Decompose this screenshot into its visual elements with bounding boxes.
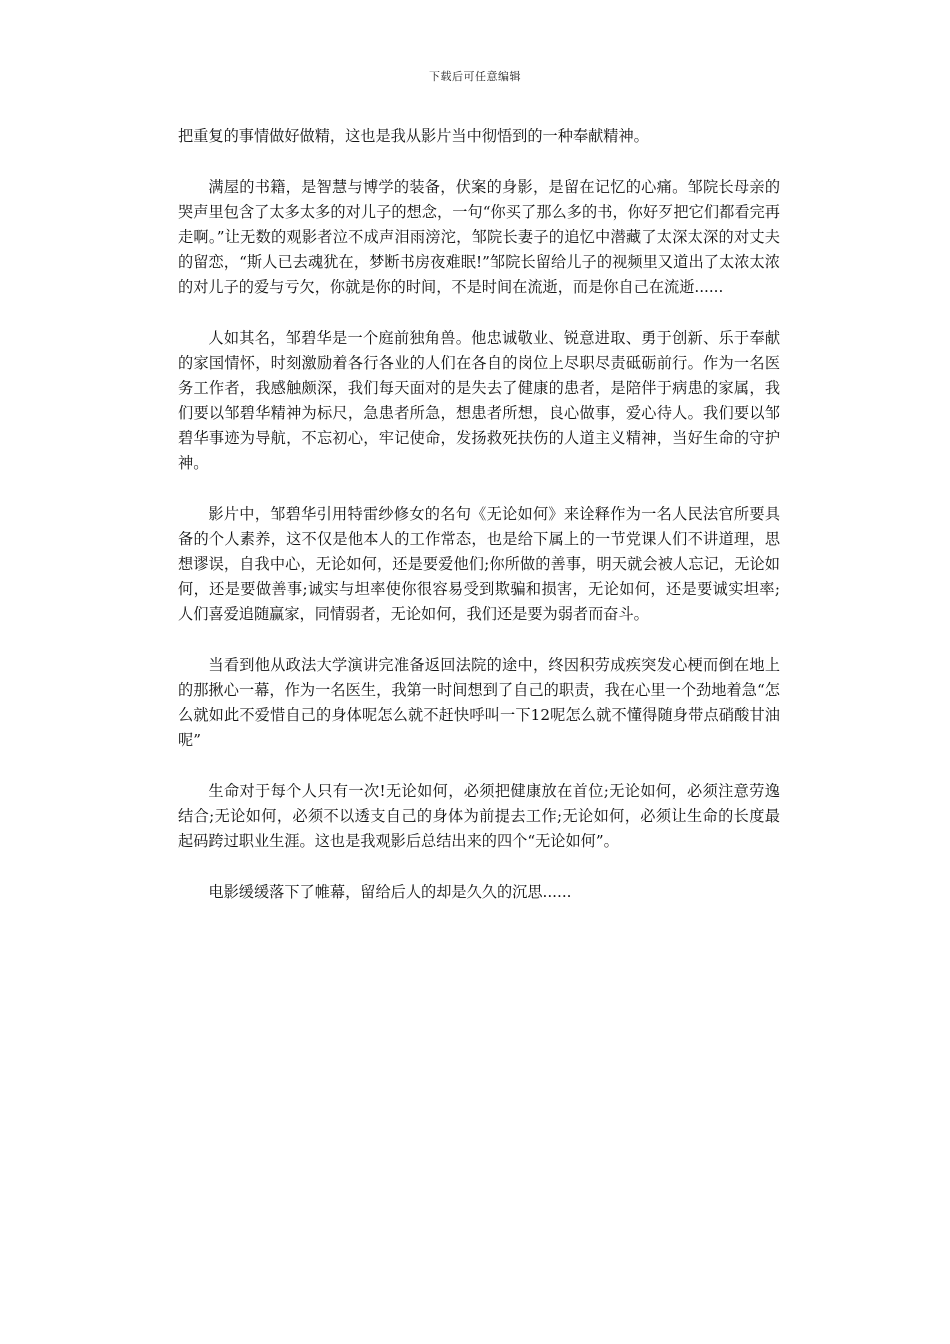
header-note: 下载后可任意编辑 (429, 70, 521, 83)
paragraph-4: 影片中，邹碧华引用特雷纱修女的名句《无论如何》来诠释作为一名人民法官所要具备的个人素养，这不仅是他本人的工作常态，也是给下属上的一节党课人们不讲道理，思想谬误，自我中心，无论如何，还是要爱他们;你所做的善事，明天就会被人忘记，无论如何，还是要做善事;诚实与坦率使你很容易受到欺骗和损害，无论如何，还是要诚实坦率;人们喜爱追随赢家，同情弱者，无论如何，我们还是要为弱者而奋斗。 (178, 505, 780, 623)
paragraph-6: 生命对于每个人只有一次!无论如何，必须把健康放在首位;无论如何，必须注意劳逸结合;无论如何，必须不以透支自己的身体为前提去工作;无论如何，必须让生命的长度最起码跨过职业生涯。这也是我观影后总结出来的四个“无论如何”。 (178, 782, 780, 850)
paragraph-1: 把重复的事情做好做精，这也是我从影片当中彻悟到的一种奉献精神。 (178, 127, 649, 145)
paragraph-7: 电影缓缓落下了帷幕，留给后人的却是久久的沉思...... (208, 883, 572, 901)
paragraph-3: 人如其名，邹碧华是一个庭前独角兽。他忠诚敬业、锐意进取、勇于创新、乐于奉献的家国情怀，时刻激励着各行各业的人们在各自的岗位上尽职尽责砥砺前行。作为一名医务工作者，我感触颇深，我们每天面对的是失去了健康的患者，是陪伴于病患的家属，我们要以邹碧华精神为标尺，急患者所急，想患者所想，良心做事，爱心待人。我们要以邹碧华事迹为导航，不忘初心，牢记使命，发扬救死扶伤的人道主义精神，当好生命的守护神。 (178, 329, 780, 472)
document-body (178, 124, 780, 905)
paragraph-5: 当看到他从政法大学演讲完准备返回法院的途中，终因积劳成疾突发心梗而倒在地上的那揪心一幕，作为一名医生，我第一时间想到了自己的职责，我在心里一个劲地着急“怎么就如此不爱惜自己的身体呢怎么就不赶快呼叫一下12呢怎么就不懂得随身带点硝酸甘油呢” (178, 656, 780, 749)
paragraph-2: 满屋的书籍，是智慧与博学的装备，伏案的身影，是留在记忆的心痛。邹院长母亲的哭声里包含了太多太多的对儿子的想念，一句“你买了那么多的书，你好歹把它们都看完再走啊。”让无数的观影者泣不成声泪雨滂沱，邹院长妻子的追忆中潜藏了太深太深的对丈夫的留恋，“斯人已去魂犹在，梦断书房夜难眠!”邹院长留给儿子的视频里又道出了太浓太浓的对儿子的爱与亏欠，你就是你的时间，不是时间在流逝，而是你自己在流逝...... (178, 178, 780, 296)
